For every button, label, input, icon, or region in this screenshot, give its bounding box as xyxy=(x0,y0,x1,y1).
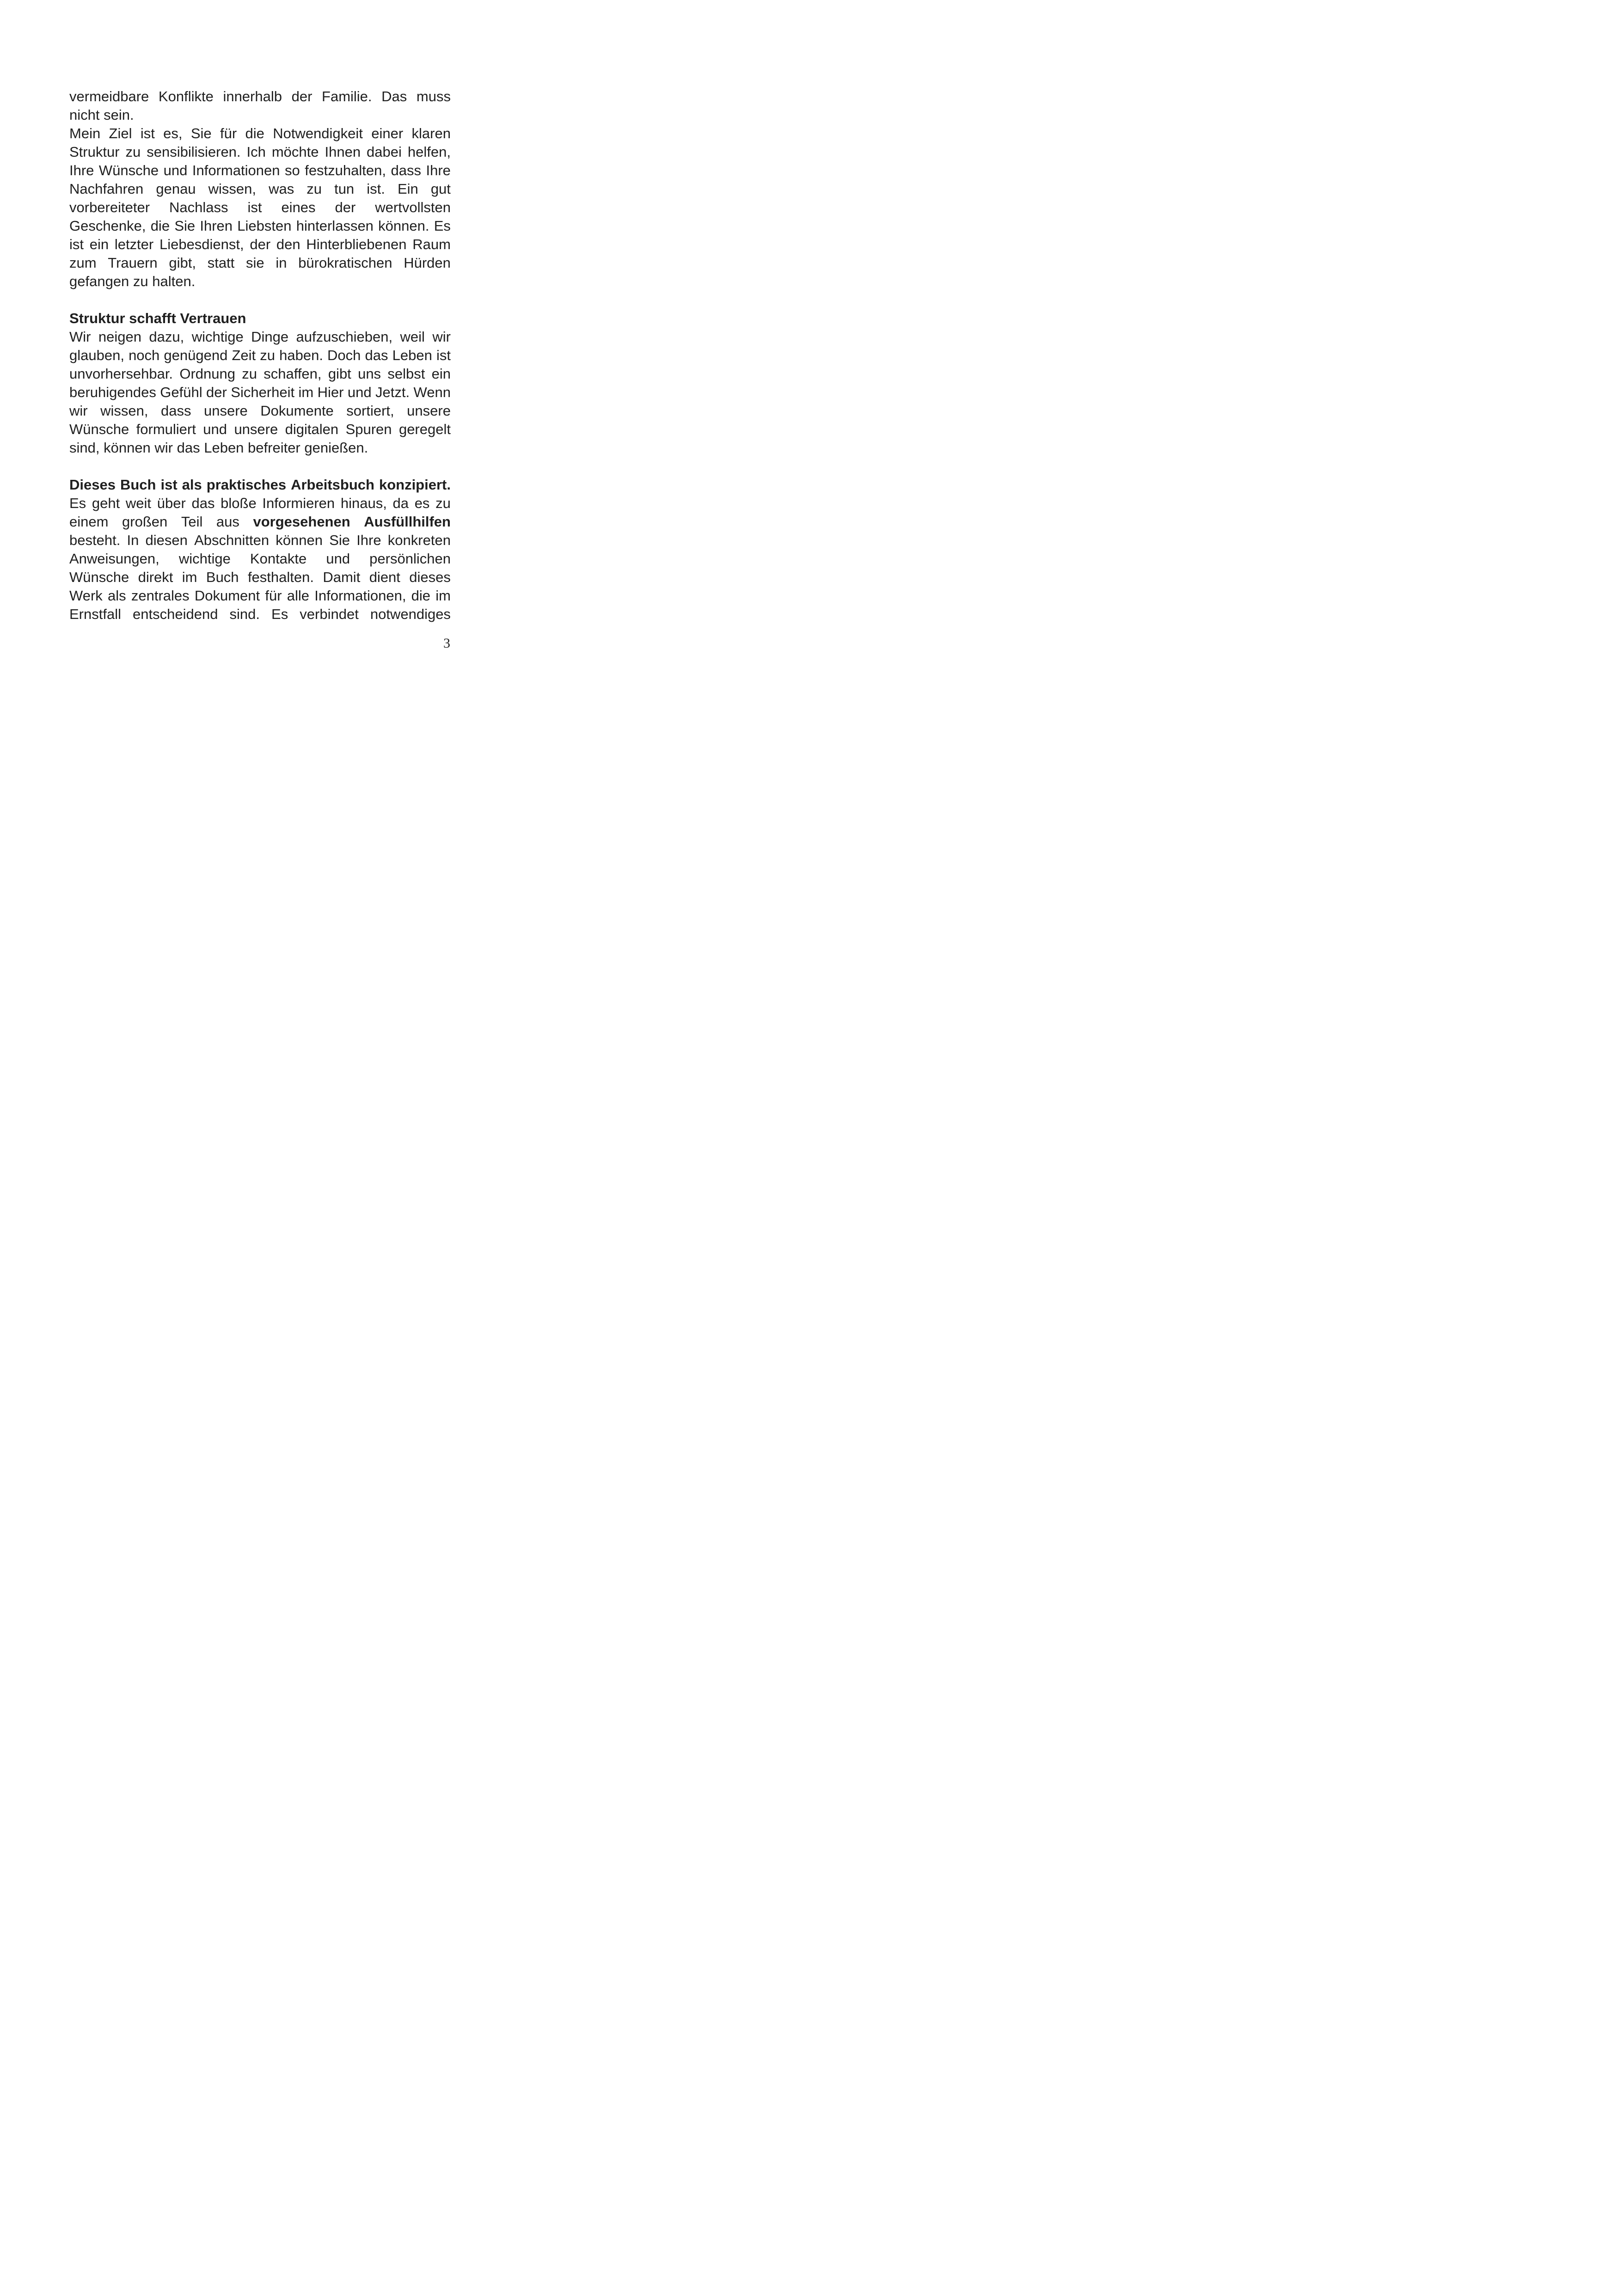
word: Ernstfall xyxy=(69,606,121,622)
word: zum xyxy=(69,255,97,271)
word: Ziel xyxy=(109,125,132,141)
word: wir xyxy=(69,403,88,419)
word: Ein xyxy=(397,181,418,197)
word: der xyxy=(206,384,227,400)
word: im xyxy=(435,588,451,604)
word: vorbereiteter xyxy=(69,199,150,215)
word: Familie. xyxy=(322,88,372,104)
bold-word: Buch xyxy=(120,477,156,493)
word: weil xyxy=(400,329,425,345)
text-line xyxy=(69,346,451,365)
word: konkreten xyxy=(387,532,451,548)
word: können xyxy=(276,532,323,548)
word: klaren xyxy=(411,125,451,141)
word: der xyxy=(291,88,313,104)
word: dass xyxy=(391,162,421,178)
word: unsere xyxy=(203,403,248,419)
word: Es xyxy=(271,606,288,622)
word: Mein xyxy=(69,125,101,141)
word: so xyxy=(284,162,300,178)
page-number: 3 xyxy=(443,636,450,651)
word: Geschenke, xyxy=(69,218,146,234)
word: sind. xyxy=(229,606,260,622)
text-line xyxy=(69,217,451,235)
word: Es xyxy=(434,218,451,234)
word: Struktur xyxy=(69,144,120,160)
word: einer xyxy=(371,125,404,141)
word: Ihre xyxy=(69,162,94,178)
word: dient xyxy=(369,569,400,585)
word: Zeit xyxy=(232,347,256,363)
word: festhalten. xyxy=(247,569,314,585)
word: Dokument xyxy=(194,588,260,604)
word: neigen xyxy=(98,329,141,345)
word: ein xyxy=(89,236,109,252)
word: bloße xyxy=(221,495,257,511)
word: tun xyxy=(334,181,355,197)
word: direkt xyxy=(138,569,173,585)
word: dass xyxy=(160,403,191,419)
text-line xyxy=(69,87,451,106)
word: genau xyxy=(156,181,196,197)
word: gut xyxy=(430,181,451,197)
word: Wünsche xyxy=(69,421,129,437)
word: Ihren xyxy=(200,218,233,234)
word: notwendiges xyxy=(370,606,451,622)
bold-word: als xyxy=(182,477,202,493)
text-line xyxy=(69,550,451,568)
word: haben. xyxy=(279,347,323,363)
word: muss xyxy=(416,88,451,104)
word: wissen, xyxy=(208,181,256,197)
word: weit xyxy=(125,495,152,511)
section-heading-line xyxy=(69,309,451,328)
word: dazu, xyxy=(149,329,184,345)
word: alle xyxy=(287,588,310,604)
text-segment: nicht sein. xyxy=(69,107,134,123)
word: Wir xyxy=(69,329,91,345)
word: Konflikte xyxy=(158,88,214,104)
text-line xyxy=(69,383,451,402)
word: Das xyxy=(381,88,407,104)
text-line xyxy=(69,420,451,439)
word: schaffen, xyxy=(264,366,322,382)
word: Teil xyxy=(181,514,203,530)
text-line xyxy=(69,180,451,198)
bold-word: Ausfüllhilfen xyxy=(364,514,451,530)
word: und xyxy=(326,551,350,567)
word: Doch xyxy=(327,347,361,363)
word: bürokratischen xyxy=(298,255,392,271)
word: eines xyxy=(281,199,316,215)
word: geht xyxy=(92,495,120,511)
word: unsere xyxy=(234,421,278,437)
text-line xyxy=(69,439,451,457)
word: Sicherheit xyxy=(231,384,295,400)
word: zu xyxy=(242,366,257,382)
word: zu xyxy=(435,495,451,511)
word: besteht. xyxy=(69,532,121,548)
word: gibt xyxy=(328,366,351,382)
text-line xyxy=(69,402,451,420)
word: vermeidbare xyxy=(69,88,149,104)
word: für xyxy=(265,588,282,604)
text-line xyxy=(69,106,451,124)
text-line xyxy=(69,161,451,180)
word: wichtige xyxy=(178,551,231,567)
text-line xyxy=(69,365,451,383)
word: sie xyxy=(246,255,264,271)
bold-word: vorgesehenen xyxy=(253,514,350,530)
word: möchte xyxy=(271,144,319,160)
text-line xyxy=(69,494,451,513)
page-body-text xyxy=(69,87,451,624)
word: Gefühl xyxy=(160,384,202,400)
word: Ihre xyxy=(426,162,451,178)
bold-text: Struktur schafft Vertrauen xyxy=(69,310,246,326)
word: ist. xyxy=(367,181,385,197)
word: hinaus, xyxy=(340,495,387,511)
word: wir xyxy=(432,329,451,345)
word: Informieren xyxy=(262,495,335,511)
word: Spuren xyxy=(345,421,392,437)
word: in xyxy=(276,255,287,271)
word: wichtige xyxy=(191,329,244,345)
word: Damit xyxy=(323,569,361,585)
word: zu xyxy=(306,181,322,197)
word: Dinge xyxy=(251,329,289,345)
word: und xyxy=(203,421,227,437)
word: Sie xyxy=(329,532,350,548)
word: dieses xyxy=(409,569,451,585)
bold-word: Arbeitsbuch xyxy=(291,477,374,493)
word: aus xyxy=(216,514,239,530)
word: und xyxy=(163,162,188,178)
word: selbst xyxy=(387,366,425,382)
word: Wünsche xyxy=(69,569,129,585)
word: noch xyxy=(129,347,160,363)
word: digitalen xyxy=(285,421,339,437)
word: Hürden xyxy=(404,255,451,271)
text-line xyxy=(69,605,451,624)
word: ist xyxy=(436,347,451,363)
word: beruhigendes xyxy=(69,384,156,400)
word: aufzuschieben, xyxy=(296,329,393,345)
word: verbindet xyxy=(300,606,359,622)
word: es, xyxy=(163,125,183,141)
word: als xyxy=(107,588,126,604)
word: Hinterbliebenen xyxy=(306,236,407,252)
word: Ihnen xyxy=(325,144,361,160)
word: festzuhalten, xyxy=(305,162,386,178)
text-segment: gefangen zu halten. xyxy=(69,273,196,289)
word: sensibilisieren. xyxy=(147,144,241,160)
word: die xyxy=(150,218,170,234)
word: das xyxy=(191,495,215,511)
word: innerhalb xyxy=(223,88,282,104)
word: über xyxy=(157,495,186,511)
word: der xyxy=(335,199,356,215)
word: formuliert xyxy=(136,421,196,437)
word: ist xyxy=(247,199,262,215)
word: das xyxy=(365,347,388,363)
paragraph-spacer xyxy=(69,457,451,476)
word: Ich xyxy=(246,144,266,160)
word: zentrales xyxy=(131,588,190,604)
text-line xyxy=(69,531,451,550)
word: wissen, xyxy=(100,403,148,419)
word: Trauern xyxy=(108,255,158,271)
text-line xyxy=(69,272,451,291)
word: genügend xyxy=(164,347,228,363)
text-line xyxy=(69,513,451,531)
word: sortiert, xyxy=(346,403,394,419)
word: Informationen xyxy=(192,162,280,178)
word: einem xyxy=(69,514,109,530)
text-line xyxy=(69,124,451,143)
word: Dokumente xyxy=(260,403,334,419)
word: Es xyxy=(69,495,86,511)
word: was xyxy=(269,181,294,197)
word: im xyxy=(298,384,314,400)
word: großen xyxy=(122,514,168,530)
text-line xyxy=(69,235,451,254)
word: Liebesdienst, xyxy=(159,236,244,252)
paragraph-spacer xyxy=(69,291,451,309)
text-line xyxy=(69,568,451,587)
word: Leben xyxy=(392,347,432,363)
text-line xyxy=(69,328,451,346)
word: dabei xyxy=(367,144,402,160)
word: Hier xyxy=(317,384,344,400)
word: Nachlass xyxy=(169,199,228,215)
word: diesen xyxy=(145,532,188,548)
word: geregelt xyxy=(398,421,451,437)
word: der xyxy=(250,236,271,252)
word: unsere xyxy=(407,403,451,419)
word: ist xyxy=(140,125,155,141)
word: zu xyxy=(125,144,141,160)
word: gibt, xyxy=(169,255,196,271)
text-line xyxy=(69,143,451,161)
word: hinterlassen xyxy=(296,218,374,234)
word: den xyxy=(276,236,300,252)
word: Abschnitten xyxy=(194,532,270,548)
word: im xyxy=(182,569,197,585)
text-line xyxy=(69,254,451,272)
word: Wenn xyxy=(413,384,451,400)
word: Werk xyxy=(69,588,103,604)
word: wertvollsten xyxy=(375,199,451,215)
word: Kontakte xyxy=(250,551,307,567)
word: es xyxy=(414,495,430,511)
word: Ihre xyxy=(356,532,381,548)
word: ist xyxy=(69,236,84,252)
word: Anweisungen, xyxy=(69,551,159,567)
word: für xyxy=(220,125,237,141)
bold-word: praktisches xyxy=(206,477,287,493)
word: können. xyxy=(378,218,429,234)
word: unvorhersehbar. xyxy=(69,366,173,382)
text-segment: sind, können wir das Leben befreiter genießen. xyxy=(69,440,368,456)
word: Informationen, xyxy=(314,588,406,604)
word: persönlichen xyxy=(369,551,451,567)
text-line xyxy=(69,587,451,605)
word: und xyxy=(347,384,372,400)
word: glauben, xyxy=(69,347,124,363)
word: Wünsche xyxy=(98,162,159,178)
word: die xyxy=(411,588,431,604)
word: zu xyxy=(260,347,275,363)
word: Sie xyxy=(190,125,212,141)
word: letzter xyxy=(114,236,154,252)
word: Liebsten xyxy=(237,218,292,234)
text-line xyxy=(69,198,451,217)
word: Ordnung xyxy=(179,366,235,382)
word: ein xyxy=(431,366,451,382)
word: Jetzt. xyxy=(375,384,410,400)
bold-word: konzipiert. xyxy=(379,477,451,493)
word: Nachfahren xyxy=(69,181,144,197)
word: In xyxy=(127,532,139,548)
word: Notwendigkeit xyxy=(273,125,363,141)
bold-word: ist xyxy=(160,477,178,493)
section-heading-line xyxy=(69,476,451,494)
word: da xyxy=(392,495,409,511)
word: uns xyxy=(358,366,381,382)
word: Sie xyxy=(174,218,196,234)
word: entscheidend xyxy=(133,606,218,622)
word: helfen, xyxy=(407,144,451,160)
word: statt xyxy=(207,255,235,271)
word: die xyxy=(245,125,264,141)
word: Raum xyxy=(412,236,451,252)
bold-word: Dieses xyxy=(69,477,116,493)
word: Buch xyxy=(206,569,239,585)
